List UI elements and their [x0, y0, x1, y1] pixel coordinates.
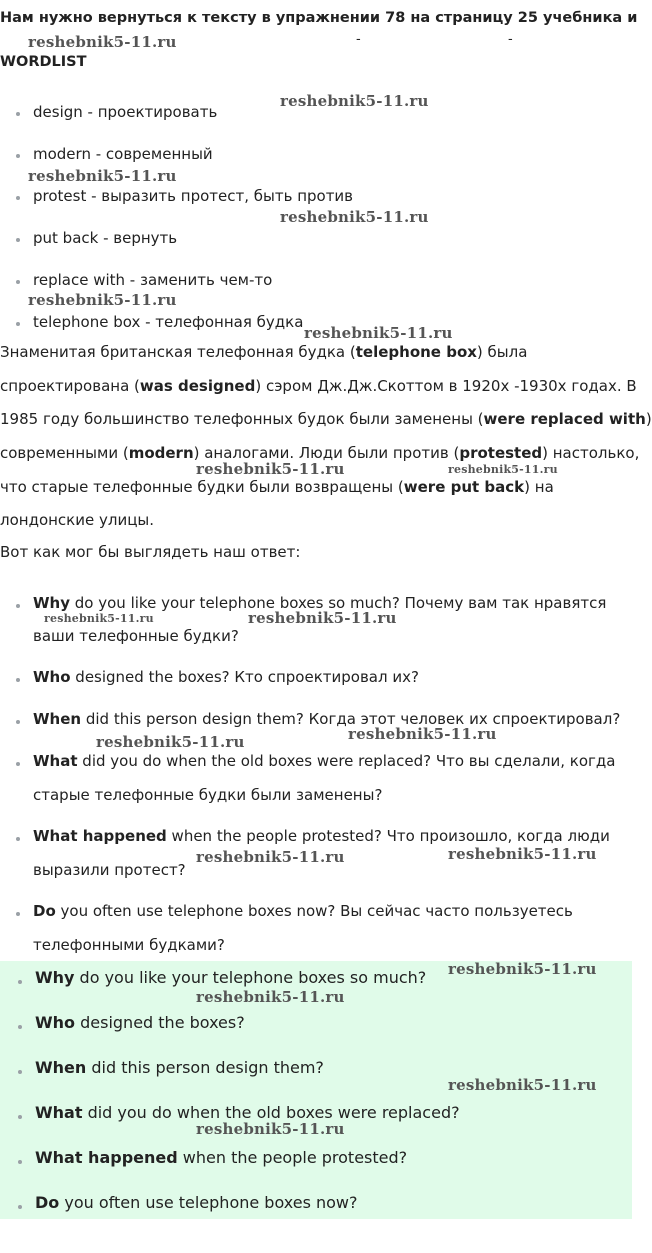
question-item — [33, 826, 610, 846]
answer-text: did you do when the old boxes were replaced? — [82, 1103, 460, 1122]
wordlist-item: modern - современный — [33, 145, 213, 163]
bold-term: was designed — [139, 377, 256, 395]
text: ) на — [524, 478, 554, 496]
bullet — [18, 980, 22, 984]
paragraph-line — [0, 410, 652, 428]
bullet — [16, 280, 20, 284]
bold-term: protested — [459, 444, 543, 462]
question-text: when the people protested? Что произошло, когда люди — [166, 827, 610, 845]
watermark: reshebnik5-11.ru — [448, 463, 558, 476]
watermark: reshebnik5-11.ru — [280, 92, 429, 110]
wordlist-item: protest - выразить протест, быть против — [33, 187, 354, 205]
text: Знаменитая британская телефонная будка ( — [0, 343, 356, 361]
answer-item — [35, 1013, 245, 1033]
bullet — [18, 1115, 22, 1119]
wordlist-item: put back - вернуть — [33, 229, 178, 247]
question-item — [33, 901, 573, 921]
watermark: reshebnik5-11.ru — [28, 291, 177, 309]
watermark: reshebnik5-11.ru — [96, 733, 245, 751]
answer-item — [35, 1058, 324, 1078]
watermark: reshebnik5-11.ru — [304, 324, 453, 342]
bullet — [16, 238, 20, 242]
answer-text: did this person design them? — [86, 1058, 324, 1077]
question-continuation: ваши телефонные будки? — [33, 627, 239, 645]
question-word: Who — [33, 668, 71, 686]
question-word: When — [33, 710, 82, 728]
question-text: designed the boxes? Кто спроектировал их? — [70, 668, 419, 686]
question-word: What happened — [33, 827, 167, 845]
intro-line-1: Нам нужно вернуться к тексту в упражнении 78 на страницу 25 учебника и — [0, 10, 638, 26]
bullet — [16, 604, 20, 608]
question-word: Do — [33, 902, 56, 920]
watermark: reshebnik5-11.ru — [248, 609, 397, 627]
bullet — [16, 720, 20, 724]
text: ) была — [476, 343, 528, 361]
bold-term: were replaced with — [483, 410, 646, 428]
bullet — [16, 154, 20, 158]
text: 1985 году большинство телефонных будок были заменены ( — [0, 410, 484, 428]
watermark: reshebnik5-11.ru — [448, 1076, 597, 1094]
answer-text: designed the boxes? — [75, 1013, 245, 1032]
bold-term: modern — [128, 444, 194, 462]
question-text: did this person design them? Когда этот человек их спроектировал? — [81, 710, 621, 728]
watermark: reshebnik5-11.ru — [196, 988, 345, 1006]
question-word: Why — [33, 594, 71, 612]
wordlist-item: design - проектировать — [33, 103, 218, 121]
paragraph-line — [0, 343, 527, 361]
text: ) сэром Дж.Дж.Скоттом в 1920х -1930х годах. В — [255, 377, 637, 395]
bullet — [18, 1070, 22, 1074]
bullet — [18, 1160, 22, 1164]
watermark: reshebnik5-11.ru — [448, 960, 597, 978]
question-item — [33, 751, 615, 771]
text: ) аналогами. Люди были против ( — [193, 444, 460, 462]
bold-term: were put back — [403, 478, 525, 496]
text: что старые телефонные будки были возвращены ( — [0, 478, 404, 496]
question-continuation: телефонными будками? — [33, 936, 225, 954]
answer-intro: Вот как мог бы выглядеть наш ответ: — [0, 543, 301, 561]
watermark: reshebnik5-11.ru — [196, 460, 345, 478]
wordlist-item: telephone box - телефонная будка — [33, 313, 304, 331]
bullet — [18, 1025, 22, 1029]
watermark: reshebnik5-11.ru — [28, 33, 177, 51]
bullet — [16, 196, 20, 200]
paragraph-line: лондонские улицы. — [0, 511, 155, 529]
text: ) — [645, 410, 652, 428]
dash-mark: - — [356, 32, 361, 47]
bullet — [16, 678, 20, 682]
watermark: reshebnik5-11.ru — [28, 167, 177, 185]
watermark: reshebnik5-11.ru — [44, 612, 154, 625]
question-text: do you like your telephone boxes so much? Почему вам так нравятся — [70, 594, 607, 612]
question-word: Who — [35, 1013, 76, 1032]
text: спроектирована ( — [0, 377, 140, 395]
bullet — [18, 1205, 22, 1209]
paragraph-line — [0, 478, 554, 496]
answer-item — [35, 1193, 358, 1213]
question-continuation: старые телефонные будки были заменены? — [33, 786, 383, 804]
question-word: Why — [35, 968, 75, 987]
question-item — [33, 667, 419, 687]
question-word: Do — [35, 1193, 60, 1212]
wordlist-heading: WORDLIST — [0, 54, 87, 70]
bullet — [16, 762, 20, 766]
question-continuation: выразили протест? — [33, 861, 186, 879]
watermark: reshebnik5-11.ru — [448, 845, 597, 863]
bullet — [16, 912, 20, 916]
question-word: What — [35, 1103, 83, 1122]
bold-term: telephone box — [355, 343, 477, 361]
question-word: When — [35, 1058, 87, 1077]
answer-text: when the people protested? — [177, 1148, 408, 1167]
answer-text: you often use telephone boxes now? — [59, 1193, 358, 1212]
text: современными ( — [0, 444, 129, 462]
paragraph-line — [0, 377, 637, 395]
watermark: reshebnik5-11.ru — [348, 725, 497, 743]
question-word: What — [33, 752, 78, 770]
wordlist-item: replace with - заменить чем-то — [33, 271, 273, 289]
dash-mark: - — [508, 32, 513, 47]
answer-item — [35, 968, 426, 988]
answer-item — [35, 1148, 407, 1168]
answer-text: do you like your telephone boxes so much? — [74, 968, 427, 987]
bullet — [16, 837, 20, 841]
watermark: reshebnik5-11.ru — [196, 1120, 345, 1138]
question-text: you often use telephone boxes now? Вы сейчас часто пользуетесь — [55, 902, 573, 920]
question-word: What happened — [35, 1148, 178, 1167]
question-text: did you do when the old boxes were replaced? Что вы сделали, когда — [77, 752, 616, 770]
bullet — [16, 112, 20, 116]
watermark: reshebnik5-11.ru — [280, 208, 429, 226]
question-item — [33, 709, 620, 729]
watermark: reshebnik5-11.ru — [196, 848, 345, 866]
bullet — [16, 322, 20, 326]
text: ) настолько, — [542, 444, 640, 462]
